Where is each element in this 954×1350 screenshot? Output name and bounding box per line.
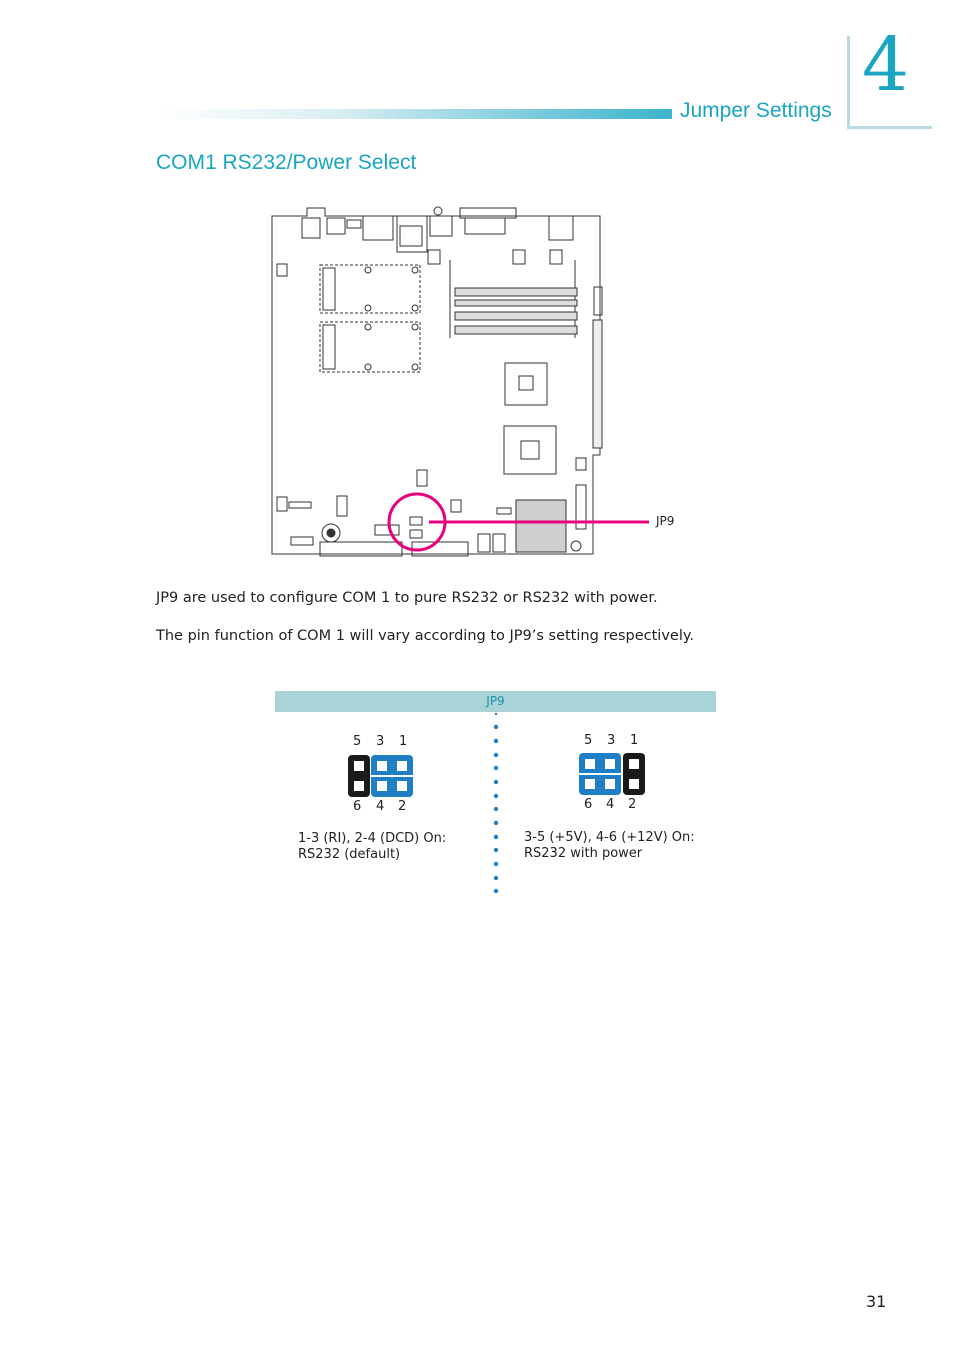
setting1-pin-2: 2 (398, 799, 407, 814)
setting2-pin-2: 2 (628, 797, 637, 812)
page-number: 31 (866, 1292, 887, 1311)
setting1-pin-5: 5 (353, 734, 362, 749)
jumper-table-header (275, 691, 716, 712)
jumper-table-header-label: JP9 (486, 694, 505, 708)
setting1-jumper-diagram (346, 753, 416, 799)
description-paragraph: JP9 are used to configure COM 1 to pure RS232 or RS232 with power. (156, 590, 658, 606)
chapter-number: 4 (862, 22, 910, 108)
jp9-board-label: JP9 (656, 514, 675, 528)
setting1-pin-6: 6 (353, 799, 362, 814)
setting2-jumper-diagram (577, 751, 647, 797)
dotted-divider (490, 712, 502, 898)
setting1-caption-line1: 1-3 (RI), 2-4 (DCD) On: (298, 831, 447, 846)
setting2-caption-line1: 3-5 (+5V), 4-6 (+12V) On: (524, 830, 695, 845)
setting2-pin-1: 1 (630, 733, 639, 748)
setting2-pin-3: 3 (607, 733, 616, 748)
setting1-pin-3: 3 (376, 734, 385, 749)
setting2-pin-4: 4 (606, 797, 615, 812)
setting1-caption-line2: RS232 (default) (298, 847, 401, 862)
header-gradient-bar (156, 109, 672, 119)
board-diagram (265, 200, 685, 565)
chapter-title: Jumper Settings (680, 99, 832, 122)
setting1-pin-4: 4 (376, 799, 385, 814)
pin-function-paragraph: The pin function of COM 1 will vary according to JP9’s setting respectively. (156, 628, 694, 644)
section-title: COM1 RS232/Power Select (156, 151, 417, 174)
setting2-pin-6: 6 (584, 797, 593, 812)
setting1-pin-1: 1 (399, 734, 408, 749)
setting2-caption-line2: RS232 with power (524, 846, 643, 861)
setting2-pin-5: 5 (584, 733, 593, 748)
